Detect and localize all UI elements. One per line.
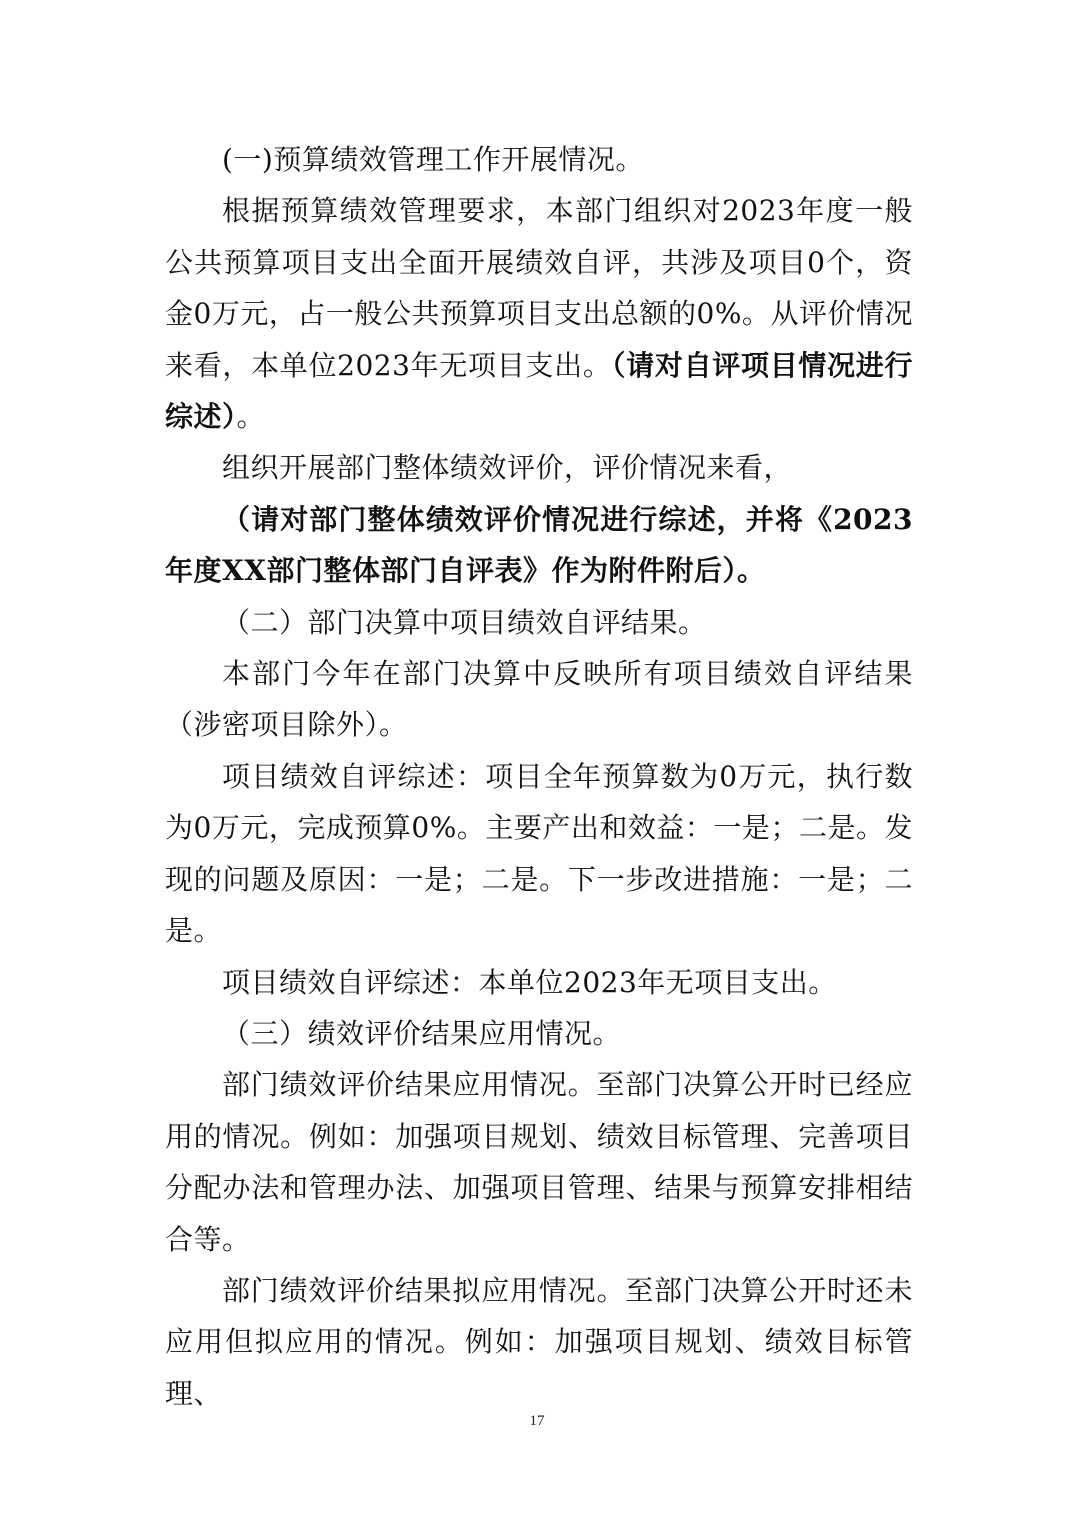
- paragraph-self-evaluation-summary: [165, 185, 913, 442]
- paragraph-project-results: 本部门今年在部门决算中反映所有项目绩效自评结果（涉密项目除外）。: [165, 657, 913, 742]
- paragraph-overall-evaluation: 组织开展部门整体绩效评价，评价情况来看，: [222, 451, 793, 485]
- paragraph-results-applied: 部门绩效评价结果应用情况。至部门决算公开时已经应用的情况。例如：加强项目规划、绩效目标管理、完善项目分配办法和管理办法、加强项目管理、结果与预算安排相结合等。: [165, 1068, 913, 1256]
- page-number: 17: [529, 1413, 545, 1429]
- bold-instruction-note: （请对自评项目情况进行综述）: [165, 348, 913, 434]
- bold-instruction-attachment-note: （请对部门整体绩效评价情况进行综述，并将《2023年度XX部门整体部门自评表》作为附件附后）。: [165, 502, 913, 588]
- paragraph-project-summary: 项目绩效自评综述：本单位2023年无项目支出。: [222, 965, 837, 999]
- section-two-heading: （二）部门决算中项目绩效自评结果。: [222, 605, 707, 639]
- paragraph-results-planned: 部门绩效评价结果拟应用情况。至部门决算公开时还未应用但拟应用的情况。例如：加强项目规划、绩效目标管理、: [165, 1273, 913, 1410]
- document-body: [165, 134, 913, 1419]
- section-one-heading: (一)预算绩效管理工作开展情况。: [222, 143, 644, 176]
- section-three-heading: （三）绩效评价结果应用情况。: [222, 1016, 622, 1050]
- paragraph-project-summary-template: 项目绩效自评综述：项目全年预算数为0万元，执行数为0万元，完成预算0%。主要产出和效益：一是；二是。发现的问题及原因：一是；二是。下一步改进措施：一是；二是。: [165, 759, 913, 948]
- paragraph-end: 。: [236, 400, 266, 434]
- paragraph-text: 根据预算绩效管理要求，本部门组织对2023年度一般公共预算项目支出全面开展绩效自评，共涉及项目0个，资金0万元，占一般公共预算项目支出总额的0%。从评价情况来看，本单位2023年无项目支出。: [165, 194, 913, 382]
